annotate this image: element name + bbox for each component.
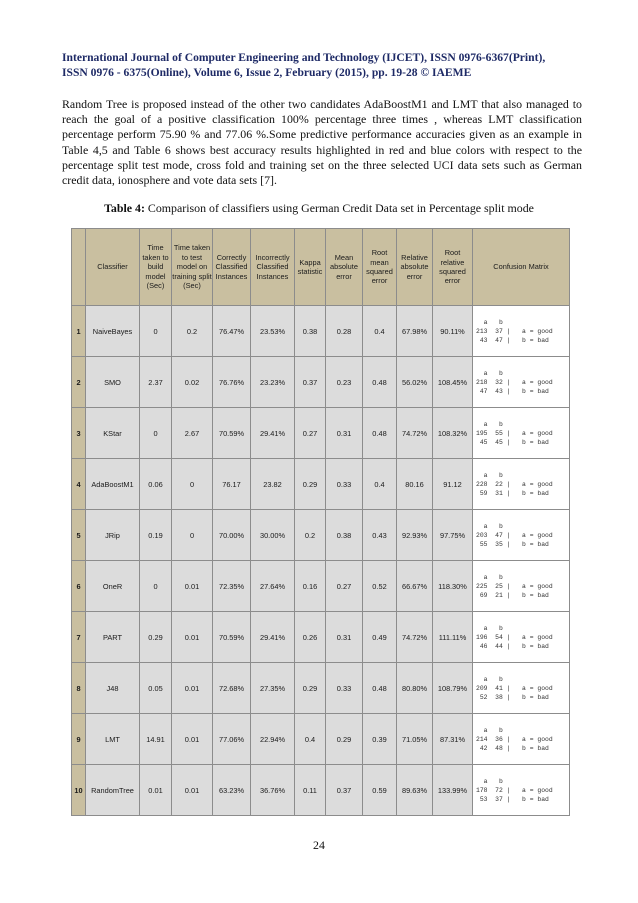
journal-header-line1: International Journal of Computer Engineering and Technology (IJCET), ISSN 0976-6367(Print), xyxy=(62,51,546,64)
confusion-matrix-line: 69 21 | b = bad xyxy=(476,591,549,599)
confusion-matrix xyxy=(473,471,569,498)
classifier-name: PART xyxy=(86,612,140,663)
table-row xyxy=(72,408,570,459)
cell-rae: 56.02% xyxy=(397,357,433,408)
table-row xyxy=(72,714,570,765)
cell-test: 2.67 xyxy=(172,408,213,459)
cell-incorrect: 23.53% xyxy=(251,306,295,357)
cell-rae: 74.72% xyxy=(397,612,433,663)
confusion-matrix-line: 52 38 | b = bad xyxy=(476,693,549,701)
classifier-name: OneR xyxy=(86,561,140,612)
cell-correct: 76.76% xyxy=(213,357,251,408)
confusion-matrix-cell xyxy=(473,459,570,510)
cell-rae: 66.67% xyxy=(397,561,433,612)
cell-rae: 80.80% xyxy=(397,663,433,714)
cell-correct: 70.59% xyxy=(213,408,251,459)
confusion-matrix-line: 47 43 | b = bad xyxy=(476,387,549,395)
classifier-name: SMO xyxy=(86,357,140,408)
cell-correct: 77.06% xyxy=(213,714,251,765)
cell-incorrect: 23.82 xyxy=(251,459,295,510)
cell-test: 0.2 xyxy=(172,306,213,357)
col-header-rrse: Root relative squared error xyxy=(433,229,473,306)
cell-kappa: 0.11 xyxy=(295,765,326,816)
cell-rmse: 0.4 xyxy=(363,306,397,357)
table-row xyxy=(72,459,570,510)
cell-kappa: 0.4 xyxy=(295,714,326,765)
col-header-index xyxy=(72,229,86,306)
cell-kappa: 0.27 xyxy=(295,408,326,459)
confusion-matrix-cell xyxy=(473,765,570,816)
cell-build: 0 xyxy=(140,306,172,357)
table-row xyxy=(72,306,570,357)
confusion-matrix-line: 195 55 | a = good xyxy=(476,429,553,437)
confusion-matrix-line: 214 36 | a = good xyxy=(476,735,553,743)
row-index: 3 xyxy=(72,408,86,459)
cell-kappa: 0.2 xyxy=(295,510,326,561)
confusion-matrix-line: a b xyxy=(476,522,503,530)
classifier-name: RandomTree xyxy=(86,765,140,816)
cell-rmse: 0.49 xyxy=(363,612,397,663)
col-header-rmse: Root mean squared error xyxy=(363,229,397,306)
col-header-confusion-matrix: Confusion Matrix xyxy=(473,229,570,306)
cell-rae: 74.72% xyxy=(397,408,433,459)
classifier-name: KStar xyxy=(86,408,140,459)
cell-rae: 67.98% xyxy=(397,306,433,357)
confusion-matrix-line: 213 37 | a = good xyxy=(476,327,553,335)
col-header-test-time: Time taken to test model on training split (Sec) xyxy=(172,229,213,306)
cell-mae: 0.33 xyxy=(326,459,363,510)
confusion-matrix-cell xyxy=(473,714,570,765)
cell-incorrect: 30.00% xyxy=(251,510,295,561)
cell-test: 0 xyxy=(172,510,213,561)
confusion-matrix xyxy=(473,369,569,396)
cell-rae: 89.63% xyxy=(397,765,433,816)
row-index: 4 xyxy=(72,459,86,510)
cell-mae: 0.28 xyxy=(326,306,363,357)
cell-test: 0.02 xyxy=(172,357,213,408)
col-header-mae: Mean absolute error xyxy=(326,229,363,306)
classifier-name: J48 xyxy=(86,663,140,714)
confusion-matrix-line: 203 47 | a = good xyxy=(476,531,553,539)
row-index: 9 xyxy=(72,714,86,765)
classifier-comparison-table xyxy=(71,228,570,816)
cell-mae: 0.31 xyxy=(326,612,363,663)
cell-build: 0.29 xyxy=(140,612,172,663)
confusion-matrix-line: a b xyxy=(476,471,503,479)
cell-rrse: 108.32% xyxy=(433,408,473,459)
cell-build: 0 xyxy=(140,561,172,612)
table-caption-label: Table 4: xyxy=(104,201,145,215)
confusion-matrix-cell xyxy=(473,561,570,612)
confusion-matrix-line: 218 32 | a = good xyxy=(476,378,553,386)
confusion-matrix-line: a b xyxy=(476,777,503,785)
cell-correct: 70.59% xyxy=(213,612,251,663)
confusion-matrix-cell xyxy=(473,408,570,459)
cell-test: 0.01 xyxy=(172,714,213,765)
confusion-matrix-line: 42 48 | b = bad xyxy=(476,744,549,752)
classifier-name: NaiveBayes xyxy=(86,306,140,357)
confusion-matrix xyxy=(473,522,569,549)
cell-rrse: 90.11% xyxy=(433,306,473,357)
row-index: 7 xyxy=(72,612,86,663)
cell-correct: 76.47% xyxy=(213,306,251,357)
confusion-matrix xyxy=(473,420,569,447)
cell-correct: 70.00% xyxy=(213,510,251,561)
cell-test: 0.01 xyxy=(172,612,213,663)
confusion-matrix-line: a b xyxy=(476,675,503,683)
cell-rae: 71.05% xyxy=(397,714,433,765)
classifier-name: JRip xyxy=(86,510,140,561)
table-row xyxy=(72,765,570,816)
cell-correct: 76.17 xyxy=(213,459,251,510)
journal-header xyxy=(62,50,582,80)
confusion-matrix xyxy=(473,573,569,600)
confusion-matrix xyxy=(473,726,569,753)
confusion-matrix-line: a b xyxy=(476,624,503,632)
confusion-matrix-line: 45 45 | b = bad xyxy=(476,438,549,446)
confusion-matrix-cell xyxy=(473,663,570,714)
cell-rmse: 0.59 xyxy=(363,765,397,816)
cell-build: 0.01 xyxy=(140,765,172,816)
row-index: 10 xyxy=(72,765,86,816)
confusion-matrix-line: 228 22 | a = good xyxy=(476,480,553,488)
cell-rrse: 87.31% xyxy=(433,714,473,765)
cell-incorrect: 29.41% xyxy=(251,408,295,459)
cell-incorrect: 27.64% xyxy=(251,561,295,612)
col-header-build-time: Time taken to build model (Sec) xyxy=(140,229,172,306)
confusion-matrix xyxy=(473,318,569,345)
cell-correct: 63.23% xyxy=(213,765,251,816)
cell-kappa: 0.38 xyxy=(295,306,326,357)
cell-mae: 0.33 xyxy=(326,663,363,714)
cell-incorrect: 36.76% xyxy=(251,765,295,816)
cell-build: 0.19 xyxy=(140,510,172,561)
confusion-matrix-line: 59 31 | b = bad xyxy=(476,489,549,497)
cell-incorrect: 23.23% xyxy=(251,357,295,408)
classifier-name: AdaBoostM1 xyxy=(86,459,140,510)
cell-kappa: 0.16 xyxy=(295,561,326,612)
confusion-matrix-line: 209 41 | a = good xyxy=(476,684,553,692)
confusion-matrix-cell xyxy=(473,612,570,663)
cell-test: 0.01 xyxy=(172,663,213,714)
cell-kappa: 0.29 xyxy=(295,459,326,510)
confusion-matrix-line: a b xyxy=(476,318,503,326)
cell-kappa: 0.29 xyxy=(295,663,326,714)
table-row xyxy=(72,663,570,714)
cell-rrse: 97.75% xyxy=(433,510,473,561)
confusion-matrix-line: a b xyxy=(476,369,503,377)
cell-test: 0 xyxy=(172,459,213,510)
confusion-matrix-line: 225 25 | a = good xyxy=(476,582,553,590)
confusion-matrix-cell xyxy=(473,306,570,357)
col-header-rae: Relative absolute error xyxy=(397,229,433,306)
cell-mae: 0.23 xyxy=(326,357,363,408)
cell-rrse: 118.30% xyxy=(433,561,473,612)
cell-rmse: 0.48 xyxy=(363,408,397,459)
cell-kappa: 0.26 xyxy=(295,612,326,663)
cell-build: 0 xyxy=(140,408,172,459)
cell-incorrect: 22.94% xyxy=(251,714,295,765)
cell-rmse: 0.52 xyxy=(363,561,397,612)
journal-header-line2: ISSN 0976 - 6375(Online), Volume 6, Issue 2, February (2015), pp. 19-28 © IAEME xyxy=(62,66,472,79)
cell-mae: 0.37 xyxy=(326,765,363,816)
cell-build: 0.05 xyxy=(140,663,172,714)
confusion-matrix-cell xyxy=(473,510,570,561)
confusion-matrix-line: a b xyxy=(476,573,503,581)
cell-rae: 80.16 xyxy=(397,459,433,510)
table-header-row xyxy=(72,229,570,306)
cell-mae: 0.31 xyxy=(326,408,363,459)
cell-test: 0.01 xyxy=(172,765,213,816)
confusion-matrix xyxy=(473,675,569,702)
confusion-matrix-line: 178 72 | a = good xyxy=(476,786,553,794)
col-header-incorrect: Incorrectly Classified Instances xyxy=(251,229,295,306)
body-paragraph: Random Tree is proposed instead of the other two candidates AdaBoostM1 and LMT that also managed to reach the goal of a positive classification 100% percentage three times , whereas LMT classification percentage perform 75.90 % and 77.06 %.Some predictive performance accuracies given as an example in Table 4,5 and Table 6 shows best accuracy results highlighted in red and blue colors with respect to the percentage split test mode, cross fold and training set on the three selected UCI data sets such as German credit data, ionosphere and vote data sets [7]. xyxy=(62,97,582,188)
confusion-matrix xyxy=(473,777,569,804)
confusion-matrix-line: a b xyxy=(476,420,503,428)
table-row xyxy=(72,612,570,663)
cell-rmse: 0.39 xyxy=(363,714,397,765)
row-index: 1 xyxy=(72,306,86,357)
cell-rmse: 0.48 xyxy=(363,357,397,408)
col-header-classifier: Classifier xyxy=(86,229,140,306)
row-index: 8 xyxy=(72,663,86,714)
table-row xyxy=(72,357,570,408)
cell-test: 0.01 xyxy=(172,561,213,612)
row-index: 5 xyxy=(72,510,86,561)
table-row xyxy=(72,510,570,561)
row-index: 2 xyxy=(72,357,86,408)
confusion-matrix-cell xyxy=(473,357,570,408)
confusion-matrix-line: 46 44 | b = bad xyxy=(476,642,549,650)
cell-rmse: 0.43 xyxy=(363,510,397,561)
confusion-matrix-line: 55 35 | b = bad xyxy=(476,540,549,548)
table-row xyxy=(72,561,570,612)
cell-rmse: 0.4 xyxy=(363,459,397,510)
cell-correct: 72.68% xyxy=(213,663,251,714)
cell-rrse: 108.79% xyxy=(433,663,473,714)
cell-incorrect: 27.35% xyxy=(251,663,295,714)
cell-rmse: 0.48 xyxy=(363,663,397,714)
cell-mae: 0.38 xyxy=(326,510,363,561)
cell-kappa: 0.37 xyxy=(295,357,326,408)
cell-build: 0.06 xyxy=(140,459,172,510)
cell-rrse: 133.99% xyxy=(433,765,473,816)
cell-correct: 72.35% xyxy=(213,561,251,612)
confusion-matrix-line: 43 47 | b = bad xyxy=(476,336,549,344)
confusion-matrix-line: 53 37 | b = bad xyxy=(476,795,549,803)
page-number: 24 xyxy=(313,838,325,852)
table-caption-text: Comparison of classifiers using German Credit Data set in Percentage split mode xyxy=(144,201,534,215)
row-index: 6 xyxy=(72,561,86,612)
cell-build: 2.37 xyxy=(140,357,172,408)
cell-mae: 0.29 xyxy=(326,714,363,765)
cell-rrse: 91.12 xyxy=(433,459,473,510)
cell-build: 14.91 xyxy=(140,714,172,765)
confusion-matrix xyxy=(473,624,569,651)
table-caption xyxy=(62,201,576,216)
cell-mae: 0.27 xyxy=(326,561,363,612)
cell-rae: 92.93% xyxy=(397,510,433,561)
confusion-matrix-line: 196 54 | a = good xyxy=(476,633,553,641)
col-header-correct: Correctly Classified Instances xyxy=(213,229,251,306)
classifier-name: LMT xyxy=(86,714,140,765)
confusion-matrix-line: a b xyxy=(476,726,503,734)
cell-incorrect: 29.41% xyxy=(251,612,295,663)
cell-rrse: 108.45% xyxy=(433,357,473,408)
cell-rrse: 111.11% xyxy=(433,612,473,663)
col-header-kappa: Kappa statistic xyxy=(295,229,326,306)
